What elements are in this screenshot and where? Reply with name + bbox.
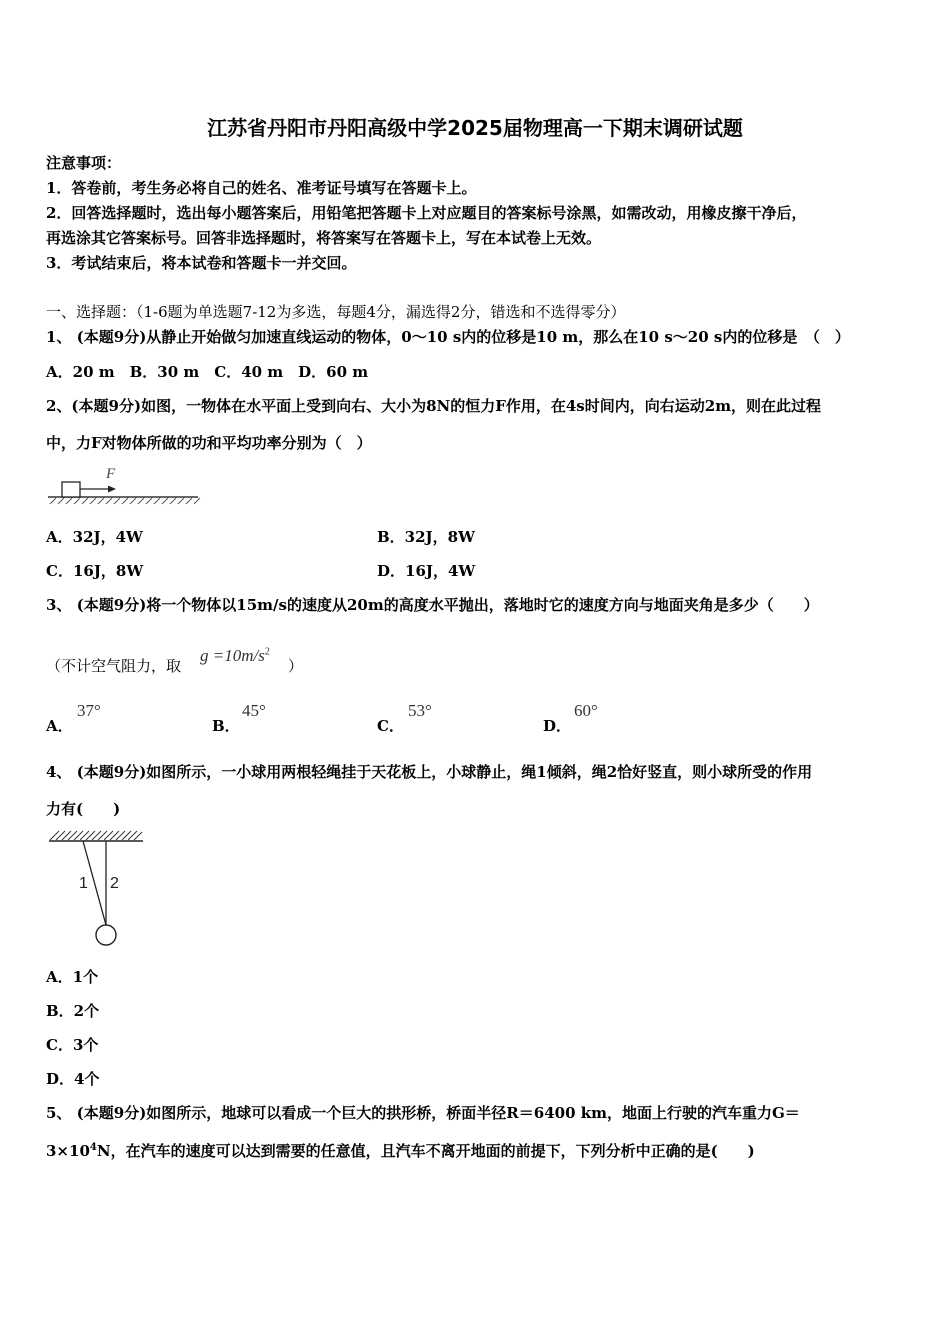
q3-option-a-value: 37° [77,701,101,720]
q5-weight-base: 3×10 [46,1142,90,1160]
q2-option-d: D．16J，4W [377,562,476,580]
q3-option-c-value: 53° [408,701,432,720]
q2-stem-line2: 中，力F对物体所做的功和平均功率分别为（ ） [46,434,372,452]
q2-block-force-figure [44,462,204,508]
q5-stem-line2-rest: N，在汽车的速度可以达到需要的任意值，且汽车不离开地面的前提下，下列分析中正确的是( ) [96,1142,755,1160]
notice-item-3: 3．考试结束后，将本试卷和答题卡一并交回。 [46,254,357,272]
q4-rope2-label: 2 [110,875,119,892]
q4-rope1-label: 1 [79,875,88,892]
q1-stem: 1、 (本题9分)从静止开始做匀加速直线运动的物体，0～10 s内的位移是10 m，那么在10 s～20 s内的位移是 （ ） [46,328,850,346]
q2-option-b: B．32J，8W [377,528,475,546]
q2-option-c: C．16J，8W [46,562,144,580]
q2-option-a: A．32J，4W [46,528,143,546]
q3-stem: 3、 (本题9分)将一个物体以15m/s的速度从20m的高度水平抛出，落地时它的速度方向与地面夹角是多少（ ） [46,596,819,614]
q3-option-c-label: C． [377,717,404,735]
q2-force-label: F [106,466,116,482]
q5-weight-exponent: 4 [89,1142,97,1153]
q5-stem-line1: 5、 (本题9分)如图所示，地球可以看成一个巨大的拱形桥，桥面半径R＝6400 km，地面上行驶的汽车重力G＝ [46,1104,800,1122]
notice-item-2: 2．回答选择题时，选出每小题答案后，用铅笔把答题卡上对应题目的答案标号涂黑，如需改动，用橡皮擦干净后， [46,204,807,222]
q3-gravity-exponent: 2 [264,646,270,658]
q4-option-d: D．4个 [46,1070,100,1088]
q3-option-b-label: B． [212,717,240,735]
q3-option-d-value: 60° [574,701,598,720]
q3-option-b-value: 45° [242,701,266,720]
q4-option-b: B．2个 [46,1002,100,1020]
q3-option-a-label: A． [46,717,73,735]
q4-stem-line2: 力有( ) [46,800,121,818]
q5-stem-line2 [46,1140,755,1161]
section-heading: 一、选择题：（1-6题为单选题7-12为多选，每题4分，漏选得2分，错选和不选得零分） [46,303,626,321]
notice-item-1: 1．答卷前，考生务必将自己的姓名、准考证号填写在答题卡上。 [46,179,477,197]
q4-stem-line1: 4、 (本题9分)如图所示，一小球用两根轻绳挂于天花板上，小球静止，绳1倾斜，绳2恰好竖直，则小球所受的作用 [46,763,813,781]
q3-condition-prefix: （不计空气阻力，取 [46,657,182,675]
q1-options: A．20 m B．30 m C．40 m D．60 m [46,363,369,381]
q3-gravity-formula [200,646,270,666]
q3-condition-suffix: ） [288,657,304,675]
q4-hanging-ball-figure [46,828,146,950]
q4-option-a: A．1个 [46,968,99,986]
q2-stem-line1: 2、(本题9分)如图，一物体在水平面上受到向右、大小为8N的恒力F作用，在4s时间内，向右运动2m，则在此过程 [46,397,822,415]
q3-gravity-formula-text: g =10m/s [200,646,265,665]
q3-option-d-label: D． [543,717,572,735]
notice-item-2-cont: 再选涂其它答案标号。回答非选择题时，将答案写在答题卡上，写在本试卷上无效。 [46,229,602,247]
q4-option-c: C．3个 [46,1036,99,1054]
page-title: 江苏省丹阳市丹阳高级中学2025届物理高一下期末调研试题 [207,116,743,140]
notice-heading: 注意事项： [46,154,122,172]
